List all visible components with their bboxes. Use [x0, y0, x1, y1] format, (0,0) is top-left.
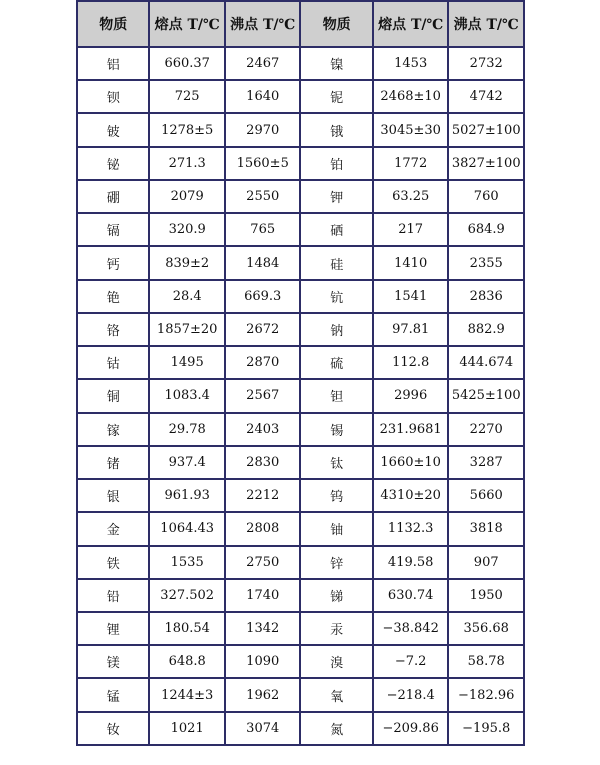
cell-substance-left: 铁 — [78, 547, 148, 578]
cell-boiling-point-left: 765 — [226, 214, 300, 245]
header-melting-point-left: 熔点 T/℃ — [150, 2, 224, 46]
header-row — [78, 2, 523, 46]
cell-boiling-point-left: 2808 — [226, 513, 300, 544]
cell-melting-point-left: 660.37 — [150, 48, 224, 79]
cell-substance-right: 锇 — [301, 114, 371, 145]
table-row — [78, 247, 523, 278]
header-melting-point-right: 熔点 T/℃ — [374, 2, 448, 46]
cell-substance-right: 氧 — [301, 679, 371, 710]
cell-melting-point-right: 419.58 — [374, 547, 448, 578]
cell-substance-right: 溴 — [301, 646, 371, 677]
cell-boiling-point-right: 760 — [449, 181, 523, 212]
cell-boiling-point-right: 2836 — [449, 281, 523, 312]
cell-substance-left: 锰 — [78, 679, 148, 710]
table-row — [78, 646, 523, 677]
cell-substance-right: 锡 — [301, 414, 371, 445]
cell-boiling-point-left: 2550 — [226, 181, 300, 212]
table-row — [78, 214, 523, 245]
cell-substance-right: 硫 — [301, 347, 371, 378]
cell-melting-point-left: 320.9 — [150, 214, 224, 245]
cell-substance-left: 银 — [78, 480, 148, 511]
table-row — [78, 713, 523, 744]
cell-melting-point-left: 839±2 — [150, 247, 224, 278]
cell-boiling-point-left: 1962 — [226, 679, 300, 710]
cell-boiling-point-left: 2830 — [226, 447, 300, 478]
cell-melting-point-left: 1083.4 — [150, 380, 224, 411]
cell-substance-right: 钽 — [301, 380, 371, 411]
cell-boiling-point-left: 2970 — [226, 114, 300, 145]
cell-melting-point-right: 231.9681 — [374, 414, 448, 445]
header-boiling-point-right: 沸点 T/℃ — [449, 2, 523, 46]
cell-boiling-point-right: 3818 — [449, 513, 523, 544]
cell-melting-point-left: 648.8 — [150, 646, 224, 677]
cell-substance-right: 铌 — [301, 81, 371, 112]
cell-substance-right: 硅 — [301, 247, 371, 278]
table-body — [78, 48, 523, 744]
cell-melting-point-right: 1132.3 — [374, 513, 448, 544]
cell-melting-point-left: 1244±3 — [150, 679, 224, 710]
cell-boiling-point-left: 669.3 — [226, 281, 300, 312]
cell-substance-left: 钡 — [78, 81, 148, 112]
cell-substance-left: 钕 — [78, 713, 148, 744]
cell-melting-point-left: 28.4 — [150, 281, 224, 312]
cell-substance-right: 锑 — [301, 580, 371, 611]
cell-melting-point-right: −38.842 — [374, 613, 448, 644]
cell-melting-point-right: 112.8 — [374, 347, 448, 378]
cell-boiling-point-right: 4742 — [449, 81, 523, 112]
cell-melting-point-left: 271.3 — [150, 148, 224, 179]
cell-melting-point-left: 2079 — [150, 181, 224, 212]
cell-boiling-point-right: 2270 — [449, 414, 523, 445]
table-row — [78, 48, 523, 79]
cell-boiling-point-right: 882.9 — [449, 314, 523, 345]
cell-boiling-point-right: −182.96 — [449, 679, 523, 710]
cell-melting-point-right: 1453 — [374, 48, 448, 79]
cell-boiling-point-left: 2567 — [226, 380, 300, 411]
cell-boiling-point-left: 2870 — [226, 347, 300, 378]
cell-substance-left: 锗 — [78, 447, 148, 478]
cell-boiling-point-left: 2212 — [226, 480, 300, 511]
cell-melting-point-right: 1541 — [374, 281, 448, 312]
cell-boiling-point-right: 356.68 — [449, 613, 523, 644]
cell-substance-right: 铂 — [301, 148, 371, 179]
table-row — [78, 580, 523, 611]
melting-boiling-point-table — [76, 0, 525, 746]
cell-boiling-point-right: −195.8 — [449, 713, 523, 744]
table-row — [78, 480, 523, 511]
cell-melting-point-right: 630.74 — [374, 580, 448, 611]
cell-substance-right: 钨 — [301, 480, 371, 511]
cell-substance-left: 铬 — [78, 314, 148, 345]
cell-substance-right: 钛 — [301, 447, 371, 478]
cell-melting-point-right: 217 — [374, 214, 448, 245]
cell-melting-point-right: 4310±20 — [374, 480, 448, 511]
cell-substance-left: 金 — [78, 513, 148, 544]
cell-substance-right: 钪 — [301, 281, 371, 312]
cell-substance-right: 硒 — [301, 214, 371, 245]
cell-melting-point-left: 725 — [150, 81, 224, 112]
cell-melting-point-right: 97.81 — [374, 314, 448, 345]
table-row — [78, 281, 523, 312]
cell-substance-right: 镍 — [301, 48, 371, 79]
cell-melting-point-left: 1857±20 — [150, 314, 224, 345]
cell-melting-point-right: 1410 — [374, 247, 448, 278]
table-row — [78, 447, 523, 478]
table-row — [78, 679, 523, 710]
table-row — [78, 181, 523, 212]
cell-melting-point-right: 63.25 — [374, 181, 448, 212]
cell-substance-left: 镓 — [78, 414, 148, 445]
cell-boiling-point-right: 3287 — [449, 447, 523, 478]
cell-melting-point-left: 937.4 — [150, 447, 224, 478]
cell-substance-right: 铀 — [301, 513, 371, 544]
cell-substance-right: 锌 — [301, 547, 371, 578]
table-row — [78, 81, 523, 112]
cell-boiling-point-left: 1342 — [226, 613, 300, 644]
cell-substance-left: 钴 — [78, 347, 148, 378]
cell-melting-point-left: 1278±5 — [150, 114, 224, 145]
table-row — [78, 314, 523, 345]
cell-substance-right: 氮 — [301, 713, 371, 744]
melting-boiling-point-table-frame — [76, 0, 525, 746]
cell-boiling-point-right: 5027±100 — [449, 114, 523, 145]
table-row — [78, 613, 523, 644]
cell-substance-left: 铋 — [78, 148, 148, 179]
cell-melting-point-left: 327.502 — [150, 580, 224, 611]
cell-melting-point-left: 180.54 — [150, 613, 224, 644]
header-substance-left: 物质 — [78, 2, 148, 46]
cell-substance-left: 铯 — [78, 281, 148, 312]
cell-substance-right: 汞 — [301, 613, 371, 644]
cell-melting-point-right: 2996 — [374, 380, 448, 411]
table-row — [78, 114, 523, 145]
cell-melting-point-right: −7.2 — [374, 646, 448, 677]
table-row — [78, 148, 523, 179]
table-row — [78, 347, 523, 378]
cell-boiling-point-right: 444.674 — [449, 347, 523, 378]
cell-substance-left: 铍 — [78, 114, 148, 145]
cell-boiling-point-left: 1560±5 — [226, 148, 300, 179]
cell-substance-left: 硼 — [78, 181, 148, 212]
cell-boiling-point-right: 58.78 — [449, 646, 523, 677]
header-substance-right: 物质 — [301, 2, 371, 46]
header-boiling-point-left: 沸点 T/℃ — [226, 2, 300, 46]
cell-melting-point-left: 961.93 — [150, 480, 224, 511]
cell-substance-left: 镉 — [78, 214, 148, 245]
cell-boiling-point-left: 2467 — [226, 48, 300, 79]
cell-boiling-point-left: 2403 — [226, 414, 300, 445]
cell-melting-point-right: 3045±30 — [374, 114, 448, 145]
cell-boiling-point-right: 2355 — [449, 247, 523, 278]
cell-melting-point-left: 1495 — [150, 347, 224, 378]
cell-boiling-point-right: 5660 — [449, 480, 523, 511]
table-row — [78, 547, 523, 578]
cell-melting-point-right: 2468±10 — [374, 81, 448, 112]
cell-boiling-point-right: 3827±100 — [449, 148, 523, 179]
cell-boiling-point-right: 684.9 — [449, 214, 523, 245]
table-row — [78, 414, 523, 445]
cell-melting-point-left: 1535 — [150, 547, 224, 578]
cell-boiling-point-left: 2750 — [226, 547, 300, 578]
cell-boiling-point-right: 907 — [449, 547, 523, 578]
cell-melting-point-right: 1772 — [374, 148, 448, 179]
cell-melting-point-right: 1660±10 — [374, 447, 448, 478]
cell-melting-point-left: 1021 — [150, 713, 224, 744]
cell-boiling-point-left: 1740 — [226, 580, 300, 611]
cell-melting-point-right: −218.4 — [374, 679, 448, 710]
cell-melting-point-left: 29.78 — [150, 414, 224, 445]
cell-substance-left: 铅 — [78, 580, 148, 611]
table-row — [78, 380, 523, 411]
cell-boiling-point-left: 2672 — [226, 314, 300, 345]
cell-substance-left: 铝 — [78, 48, 148, 79]
cell-substance-left: 钙 — [78, 247, 148, 278]
table-row — [78, 513, 523, 544]
cell-boiling-point-left: 3074 — [226, 713, 300, 744]
cell-substance-left: 铜 — [78, 380, 148, 411]
cell-substance-right: 钾 — [301, 181, 371, 212]
cell-substance-left: 锂 — [78, 613, 148, 644]
cell-boiling-point-right: 5425±100 — [449, 380, 523, 411]
cell-substance-left: 镁 — [78, 646, 148, 677]
cell-boiling-point-right: 2732 — [449, 48, 523, 79]
cell-boiling-point-left: 1090 — [226, 646, 300, 677]
cell-substance-right: 钠 — [301, 314, 371, 345]
cell-boiling-point-left: 1640 — [226, 81, 300, 112]
cell-melting-point-right: −209.86 — [374, 713, 448, 744]
cell-boiling-point-left: 1484 — [226, 247, 300, 278]
cell-boiling-point-right: 1950 — [449, 580, 523, 611]
cell-melting-point-left: 1064.43 — [150, 513, 224, 544]
